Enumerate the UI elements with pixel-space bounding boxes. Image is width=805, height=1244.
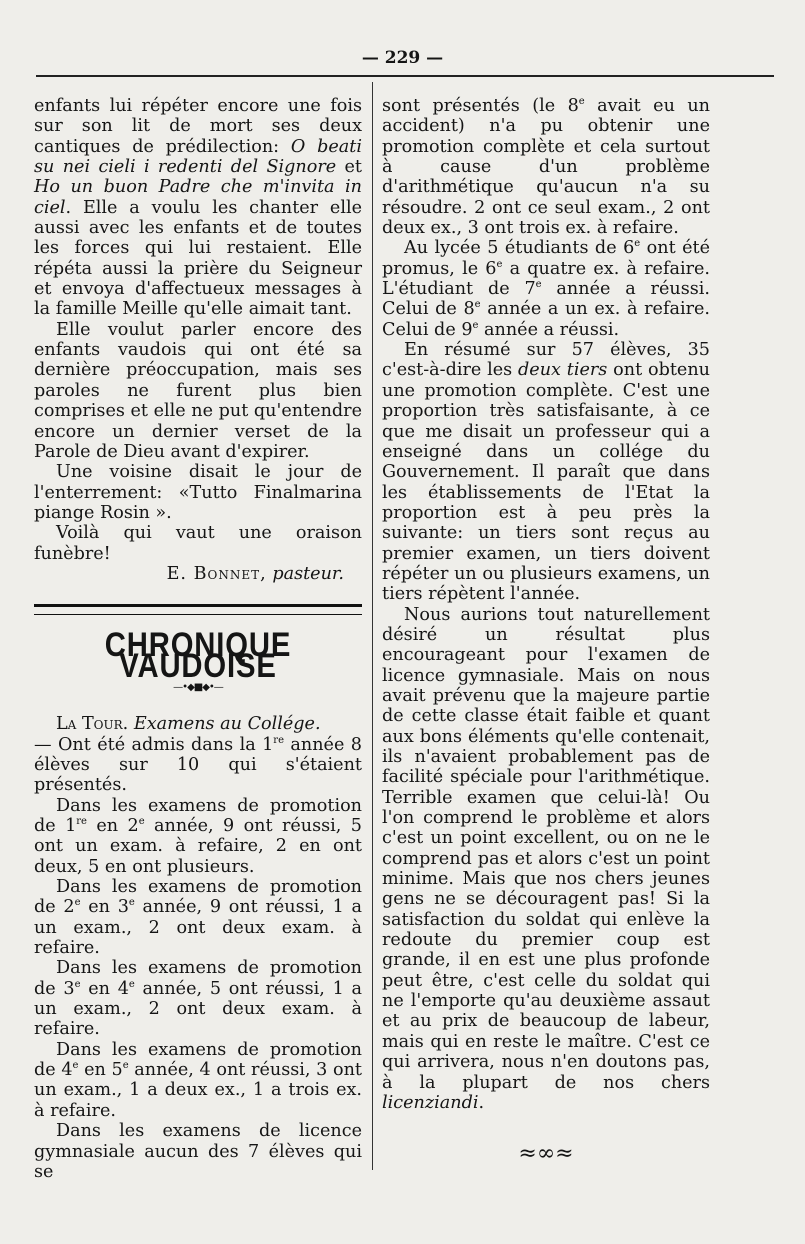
section-rule [34, 604, 362, 615]
chronicle-paragraph-6: Dans les examens de licence gymnasiale aucun des 7 élèves qui se [34, 1121, 362, 1182]
chronicle-paragraph-4: Dans les examens de promotion de 3e en 4e année, 5 ont réussi, 1 a un exam., 2 ont deux exam. à refaire. [34, 958, 362, 1040]
obituary-paragraph-2: Elle voulut parler encore des enfants vaudois qui ont été sa dernière préoccupation, mais ses paroles ne furent plus bien comprises et elle ne put qu'entendre encore un dernier verset de la Parole de Dieu avant d'expirer. [34, 319, 362, 462]
place-name: La Tour. [56, 714, 129, 735]
title-ornament: —•◆■◆•— [173, 681, 223, 693]
chronicle-paragraph-9: En résumé sur 57 élèves, 35 c'est-à-dire les deux tiers ont obtenu une promotion complète. C'est une proportion très satisfaisante, à ce que me disait un professeur qui a enseigné dans un collége du Gouvernement. Il paraît que dans les établissements de l'Etat la proportion est à peu près la suivante: un tiers sont reçus au premier examen, un tiers doivent répéter un ou plusieurs examens, un tiers répètent l'année. [382, 340, 710, 605]
obituary-paragraph-1: enfants lui répéter encore une fois sur son lit de mort ses deux cantiques de prédilection: O beati su nei cieli i redenti del Signore et Ho un buon Padre che m'invita in ciel. Elle a voulu les chanter elle aussi avec les enfants et de toutes les forces qui lui restaient. Elle répéta aussi la prière du Seigneur et envoya d'affectueux messages à la famille Meille qu'elle aimait tant. [34, 96, 362, 320]
chronicle-paragraph-10: Nous aurions tout naturellement désiré un résultat plus encourageant pour l'examen de licence gymnasiale. Mais on nous avait prévenu que la majeure partie de cette classe était faible et quant aux bons éléments qu'elle contenait, ils n'avaient probablement pas de facilité spéciale pour l'arithmétique. Terrible examen que celui-là! Ou l'on comprend le problème et alors c'est un point excellent, ou on ne le comprend pas et alors c'est un point minime. Mais que nos chers jeunes gens ne se découragent pas! Si la satisfaction du soldat qui enlève la redoute du premier coup est grande, il en est une plus profonde peut être, c'est celle du soldat qui ne l'emporte qu'au deuxième assaut et au prix de beaucoup de labeur, mais qui en reste le maître. C'est ce qui arrivera, nous n'en doutons pas, à la plupart de nos chers licenziandi. [382, 604, 710, 1113]
chronicle-paragraph-5: Dans les examens de promotion de 4e en 5e année, 4 ont réussi, 3 ont un exam., 1 a deux ex., 1 a trois ex. à refaire. [34, 1039, 362, 1121]
signature-role: pasteur. [272, 563, 344, 584]
signature [34, 564, 362, 584]
left-column [34, 96, 362, 1182]
chronicle-paragraph-1: — Ont été admis dans la 1re année 8 élèves sur 10 qui s'étaient présentés. [34, 734, 362, 796]
header-rule [36, 75, 774, 77]
column-divider [372, 82, 373, 1170]
section-title: CHRONIQUE VAUDOISE [104, 626, 292, 685]
obituary-paragraph-3: Une voisine disait le jour de l'enterrement: «Tutto Finalmarina piange Rosin ». [34, 462, 362, 523]
chronicle-paragraph-8: Au lycée 5 étudiants de 6e ont été promus, le 6e a quatre ex. à refaire. L'étudiant de 7e année a réussi. Celui de 8e année a un ex. à refaire. Celui de 9e année a réussi. [382, 238, 711, 340]
obituary-paragraph-4: Voilà qui vaut une oraison funèbre! [34, 523, 362, 564]
article-title: Examens au Collége. [133, 714, 321, 735]
chronicle-paragraph-3: Dans les examens de promotion de 2e en 3e année, 9 ont réussi, 1 a un exam., 2 ont deux exam. à refaire. [34, 877, 362, 959]
page-number: — 229 — [361, 48, 444, 68]
signature-name: E. Bonnet, [166, 563, 267, 584]
chronicle-paragraph-7: sont présentés (le 8e avait eu un accident) n'a pu obtenir une promotion complète et cela surtout à cause d'un problème d'arithmétique qu'aucun n'a su résoudre. 2 ont ce seul exam., 2 ont deux ex., 3 ont trois ex. à refaire. [382, 96, 710, 239]
right-column [382, 96, 710, 1165]
chronicle-paragraph-2: Dans les examens de promotion de 1re en 2e année, 9 ont réussi, 5 ont un exam. à refaire, 2 en ont deux, 5 en ont plusieurs. [34, 795, 362, 877]
end-ornament: ≈∞≈ [518, 1141, 574, 1167]
chronicle-heading [34, 714, 362, 734]
